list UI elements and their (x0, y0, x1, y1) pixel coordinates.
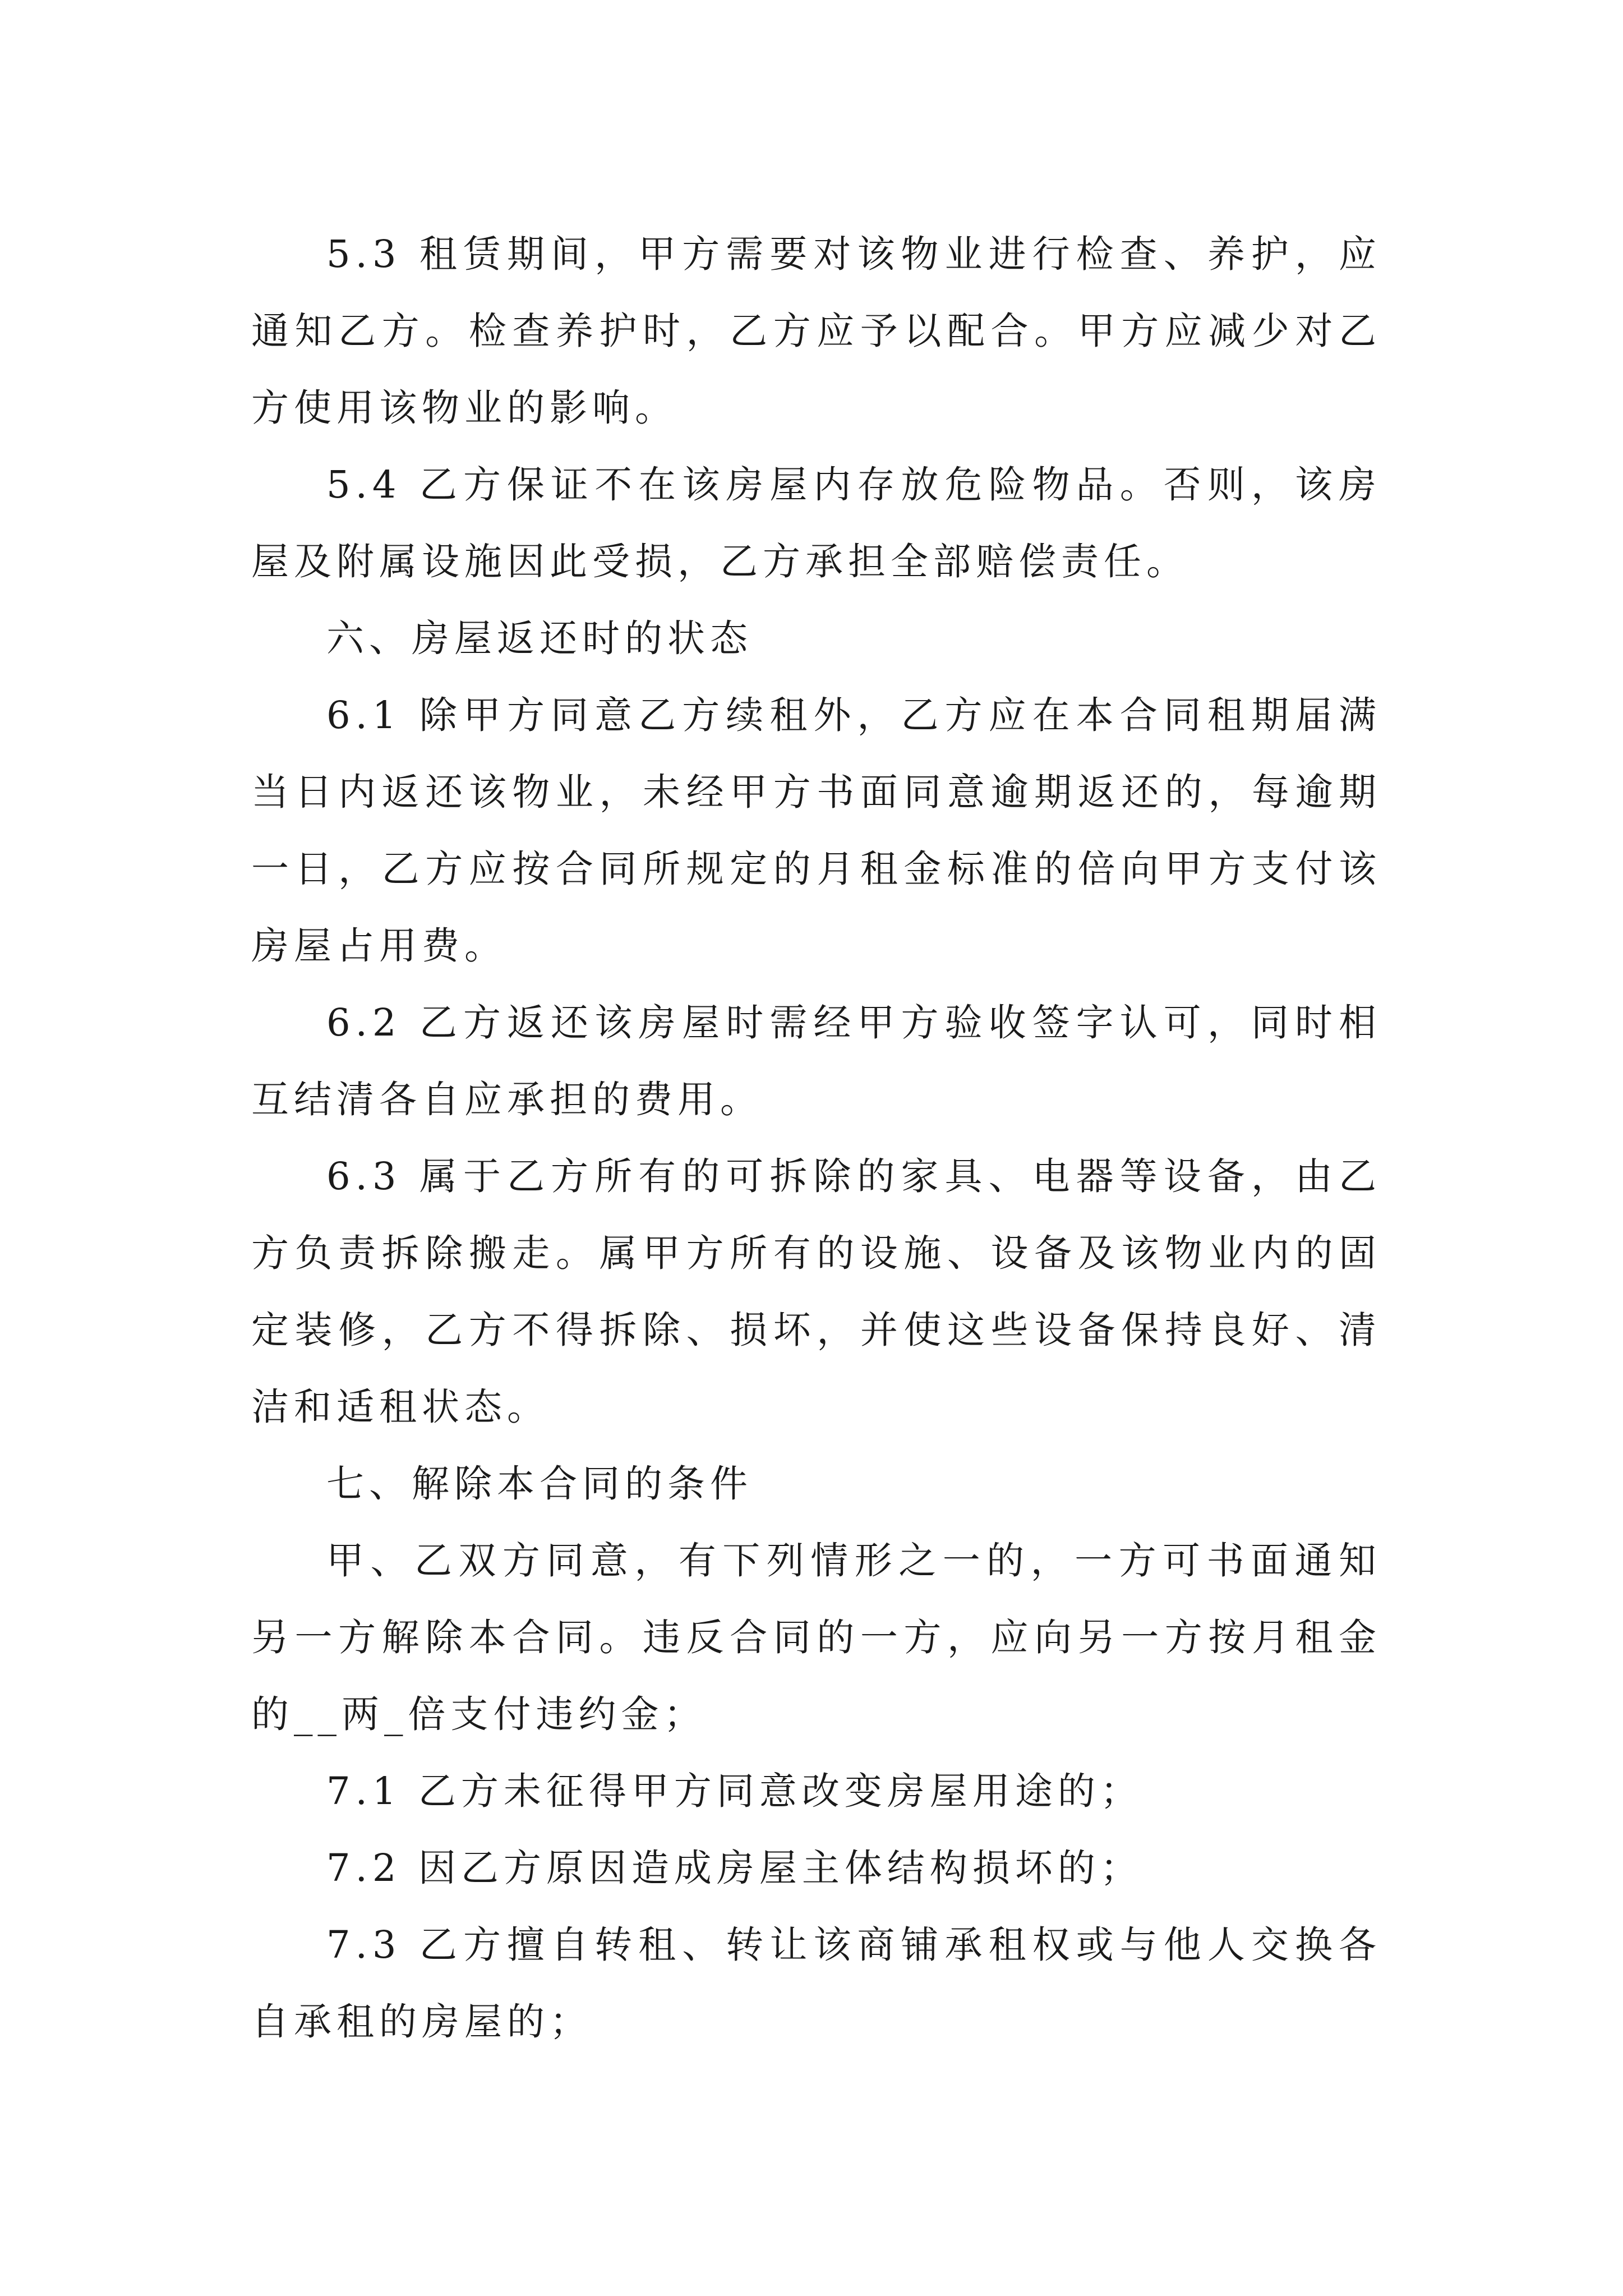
section-heading-7: 七、解除本合同的条件 (326, 1462, 753, 1506)
clause-7-intro-text: 甲、乙双方同意，有下列情形之一的，一方可书面通知另一方解除本合同。违反合同的一方，应向另一方按月租金的 (251, 1539, 1381, 1736)
clause-7-1: 7.1 乙方未征得甲方同意改变房屋用途的； (326, 1769, 1143, 1813)
document-page (251, 216, 1381, 2060)
clause-7-3: 7.3 乙方擅自转租、转让该商铺承租权或与他人交换各自承租的房屋的； (251, 1923, 1381, 2044)
penalty-multiplier-blank: __两_ (294, 1692, 408, 1736)
clause-7-intro-tail: 倍支付违约金； (408, 1692, 707, 1736)
clause-6-3: 6.3 属于乙方所有的可拆除的家具、电器等设备，由乙方负责拆除搬走。属甲方所有的设施、设备及该物业内的固定装修，乙方不得拆除、损坏，并使这些设备保持良好、清洁和适租状态。 (251, 1154, 1381, 1429)
clause-5-4: 5.4 乙方保证不在该房屋内存放危险物品。否则，该房屋及附属设施因此受损，乙方承担全部赔偿责任。 (251, 463, 1381, 583)
clause-6-1: 6.1 除甲方同意乙方续租外，乙方应在本合同租期届满当日内返还该物业，未经甲方书面同意逾期返还的，每逾期一日，乙方应按合同所规定的月租金标准的倍向甲方支付该房屋占用费。 (251, 693, 1381, 968)
section-heading-6: 六、房屋返还时的状态 (326, 616, 753, 660)
clause-7-intro (251, 1522, 1381, 1753)
clause-6-2: 6.2 乙方返还该房屋时需经甲方验收签字认可，同时相互结清各自应承担的费用。 (251, 1001, 1381, 1121)
clause-7-2: 7.2 因乙方原因造成房屋主体结构损坏的； (326, 1846, 1143, 1890)
clause-5-3: 5.3 租赁期间，甲方需要对该物业进行检查、养护，应通知乙方。检查养护时，乙方应予以配合。甲方应减少对乙方使用该物业的影响。 (251, 232, 1381, 430)
